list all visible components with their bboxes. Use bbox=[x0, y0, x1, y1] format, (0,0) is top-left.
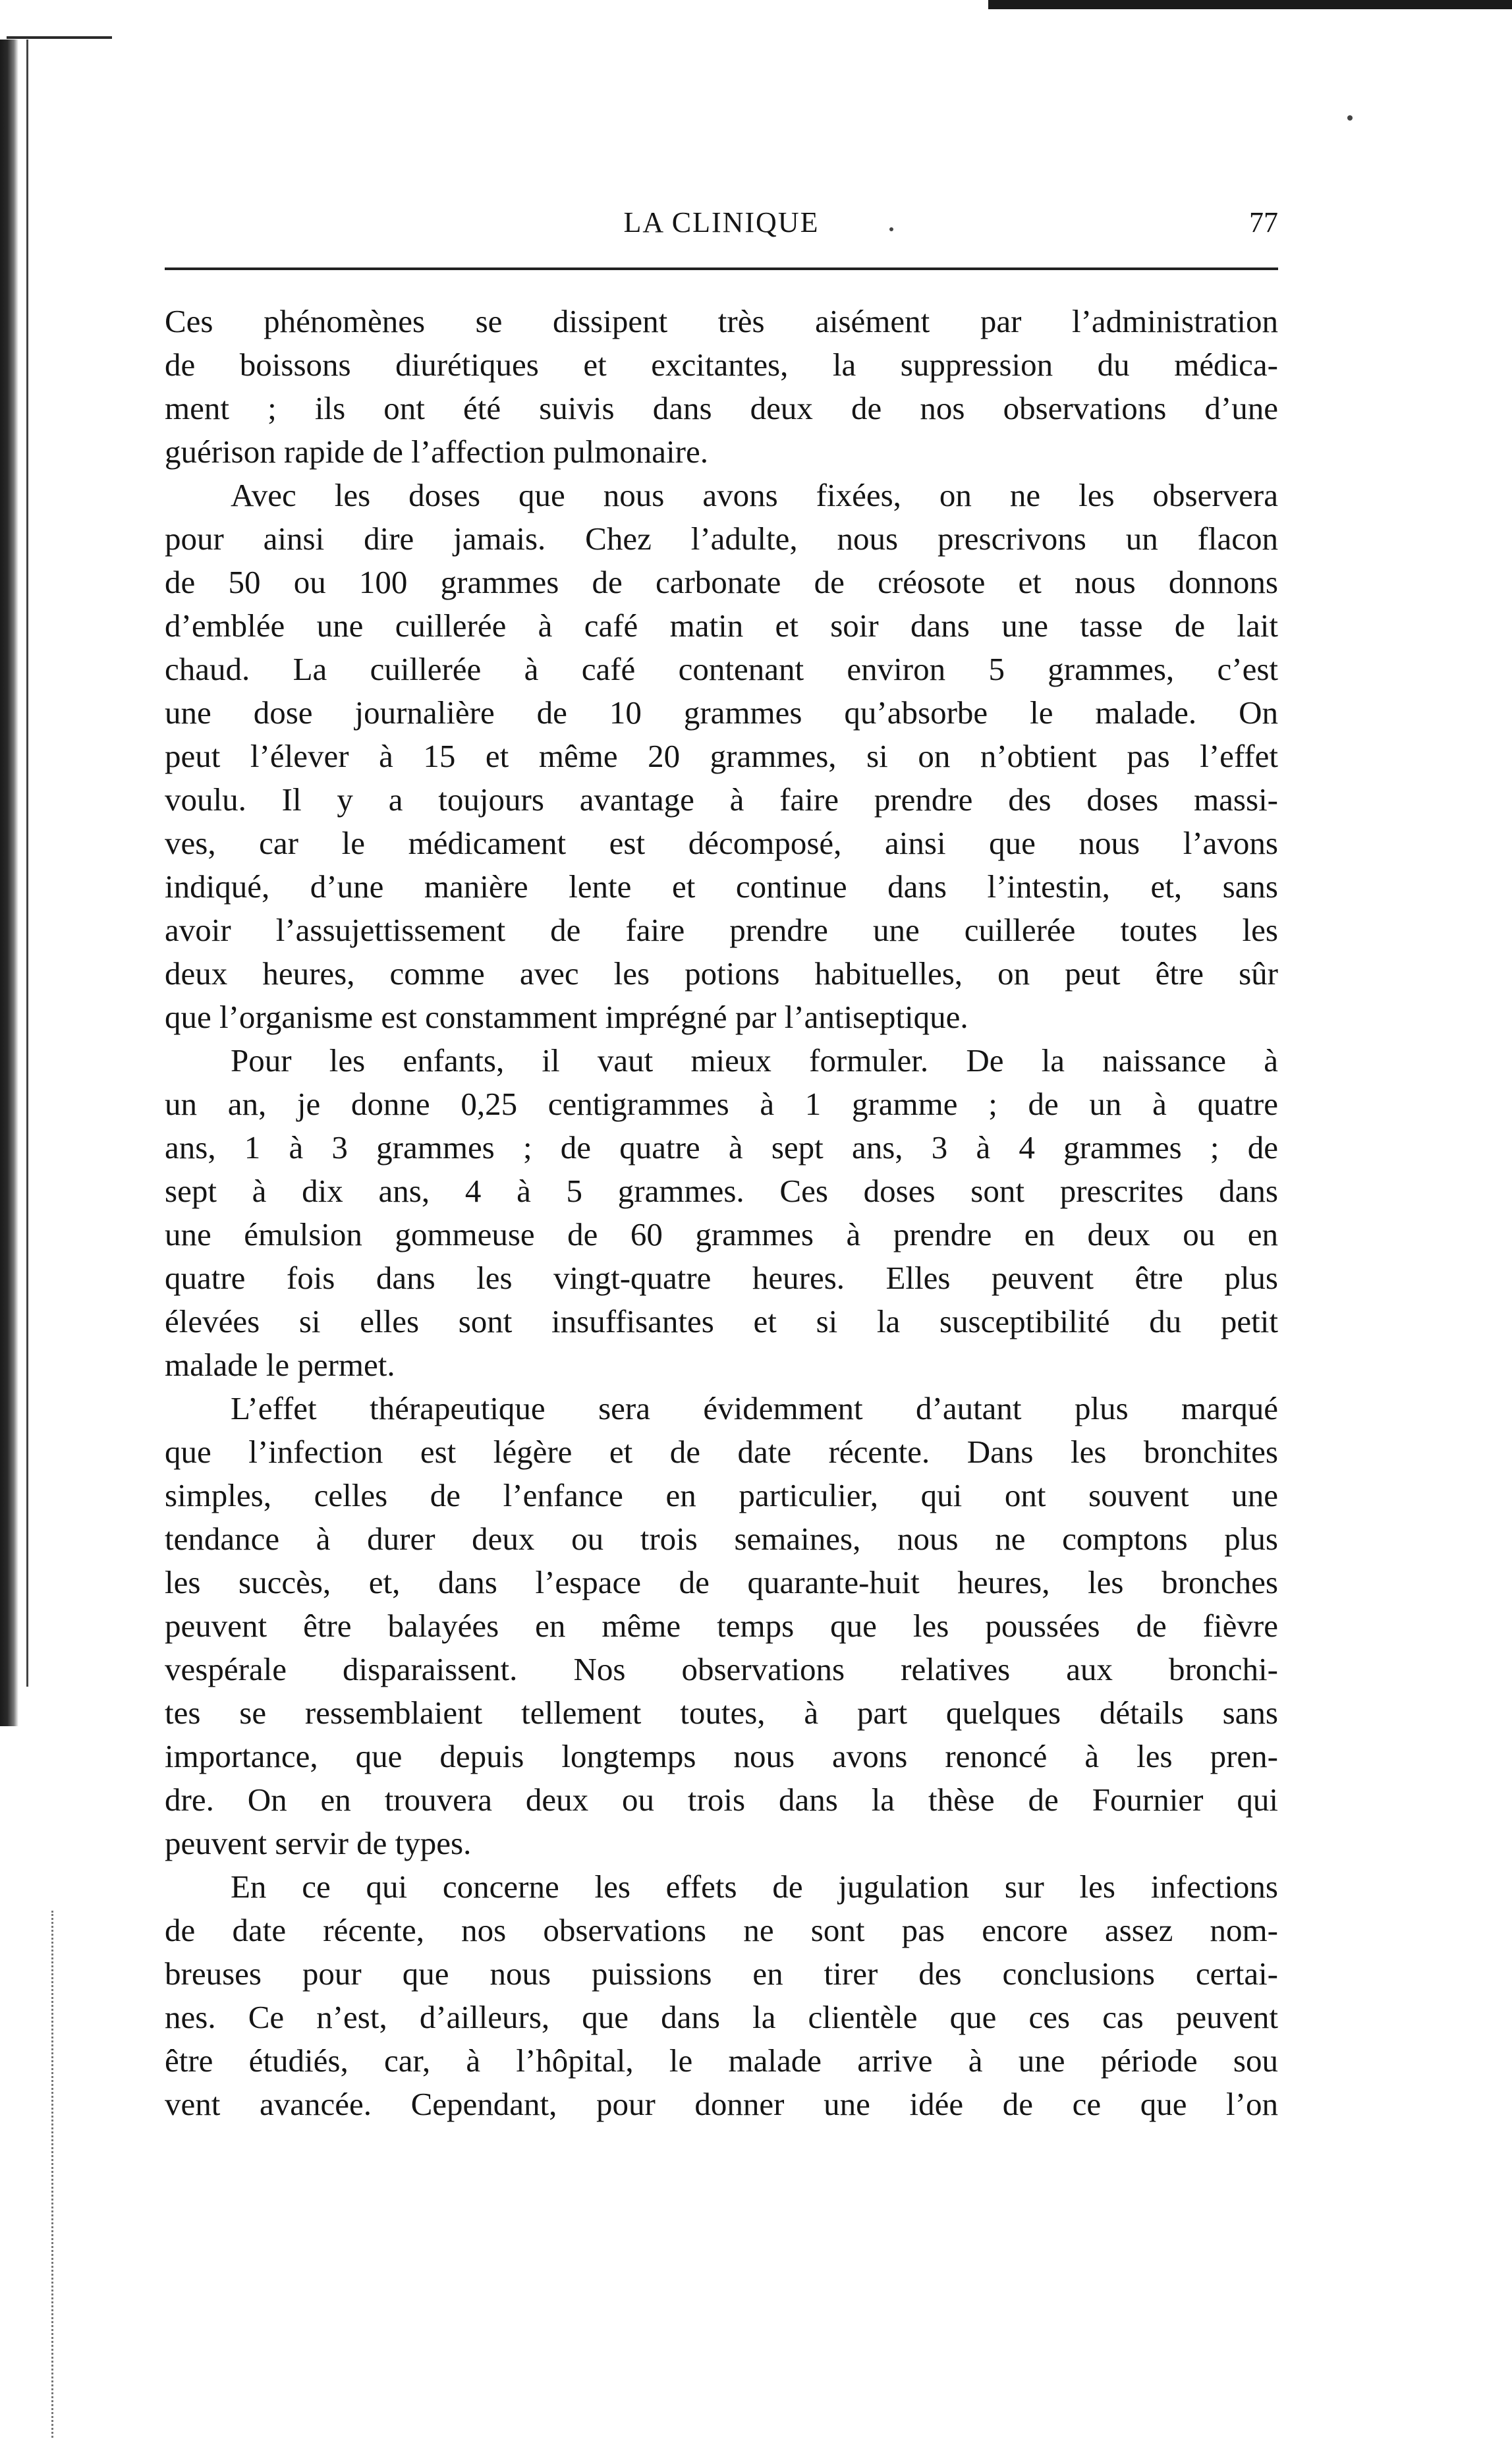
text-line: vent avancée. Cependant, pour donner une idée de ce que l’on bbox=[165, 2086, 1278, 2122]
running-title: LA CLINIQUE bbox=[623, 206, 820, 239]
text-line: que l’organisme est constamment imprégné par l’antiseptique. bbox=[165, 999, 968, 1035]
text-line: simples, celles de l’enfance en particulier, qui ont souvent une bbox=[165, 1477, 1278, 1513]
text-line: d’emblée une cuillerée à café matin et soir dans une tasse de lait bbox=[165, 607, 1278, 644]
text-line: Pour les enfants, il vaut mieux formuler. De la naissance à bbox=[231, 1042, 1278, 1079]
text-line: avoir l’assujettissement de faire prendre une cuillerée toutes les bbox=[165, 912, 1278, 948]
text-line: peut l’élever à 15 et même 20 grammes, si on n’obtient pas l’effet bbox=[165, 738, 1278, 774]
text-line: tes se ressemblaient tellement toutes, à part quelques détails sans bbox=[165, 1695, 1278, 1731]
scan-left-edge-shadow bbox=[0, 40, 18, 1726]
text-line: peuvent être balayées en même temps que les poussées de fièvre bbox=[165, 1608, 1278, 1644]
text-line: vespérale disparaissent. Nos observations relatives aux bronchi- bbox=[165, 1651, 1278, 1687]
text-line: ves, car le médicament est décomposé, ainsi que nous l’avons bbox=[165, 825, 1278, 861]
text-line: malade le permet. bbox=[165, 1347, 395, 1383]
text-line: Avec les doses que nous avons fixées, on ne les observera bbox=[231, 477, 1278, 513]
text-line: En ce qui concerne les effets de jugulation sur les infections bbox=[231, 1869, 1278, 1905]
text-line: Ces phénomènes se dissipent très aisément par l’administration bbox=[165, 303, 1278, 339]
page-number: 77 bbox=[1249, 206, 1278, 239]
text-line: L’effet thérapeutique sera évidemment d’autant plus marqué bbox=[231, 1390, 1278, 1426]
scan-top-corner-mark bbox=[7, 36, 112, 39]
text-line: voulu. Il y a toujours avantage à faire prendre des doses massi- bbox=[165, 781, 1278, 818]
body-text bbox=[165, 300, 1278, 2126]
text-line: guérison rapide de l’affection pulmonaire. bbox=[165, 434, 708, 470]
running-head bbox=[165, 203, 1278, 242]
text-line: de date récente, nos observations ne sont pas encore assez nom- bbox=[165, 1912, 1278, 1948]
scan-left-edge-line bbox=[26, 40, 28, 1687]
scan-top-edge bbox=[988, 0, 1512, 9]
header-rule bbox=[165, 267, 1278, 270]
text-line: de boissons diurétiques et excitantes, la suppression du médica- bbox=[165, 347, 1278, 383]
text-line: que l’infection est légère et de date récente. Dans les bronchites bbox=[165, 1434, 1278, 1470]
text-line: tendance à durer deux ou trois semaines, nous ne comptons plus bbox=[165, 1521, 1278, 1557]
text-line: dre. On en trouvera deux ou trois dans la thèse de Fournier qui bbox=[165, 1782, 1278, 1818]
text-line: être étudiés, car, à l’hôpital, le malade arrive à une période sou bbox=[165, 2042, 1278, 2079]
text-line: une dose journalière de 10 grammes qu’absorbe le malade. On bbox=[165, 694, 1278, 731]
scan-margin-dots bbox=[51, 1911, 53, 2438]
text-line: nes. Ce n’est, d’ailleurs, que dans la clientèle que ces cas peuvent bbox=[165, 1999, 1278, 2035]
text-line: deux heures, comme avec les potions habituelles, on peut être sûr bbox=[165, 955, 1278, 992]
text-line: quatre fois dans les vingt-quatre heures. Elles peuvent être plus bbox=[165, 1260, 1278, 1296]
text-line: indiqué, d’une manière lente et continue dans l’intestin, et, sans bbox=[165, 868, 1278, 905]
text-line: une émulsion gommeuse de 60 grammes à prendre en deux ou en bbox=[165, 1216, 1278, 1252]
text-line: ment ; ils ont été suivis dans deux de nos observations d’une bbox=[165, 390, 1278, 426]
text-line: ans, 1 à 3 grammes ; de quatre à sept ans, 3 à 4 grammes ; de bbox=[165, 1129, 1278, 1166]
text-line: peuvent servir de types. bbox=[165, 1825, 472, 1861]
text-line: les succès, et, dans l’espace de quarante-huit heures, les bronches bbox=[165, 1564, 1278, 1600]
text-line: élevées si elles sont insuffisantes et si la susceptibilité du petit bbox=[165, 1303, 1278, 1339]
text-line: importance, que depuis longtemps nous avons renoncé à les pren- bbox=[165, 1738, 1278, 1774]
text-line: breuses pour que nous puissions en tirer des conclusions certai- bbox=[165, 1955, 1278, 1992]
text-line: de 50 ou 100 grammes de carbonate de créosote et nous donnons bbox=[165, 564, 1278, 600]
text-line: sept à dix ans, 4 à 5 grammes. Ces doses sont prescrites dans bbox=[165, 1173, 1278, 1209]
scan-speck bbox=[1347, 115, 1353, 121]
text-line: chaud. La cuillerée à café contenant environ 5 grammes, c’est bbox=[165, 651, 1278, 687]
text-line: pour ainsi dire jamais. Chez l’adulte, nous prescrivons un flacon bbox=[165, 520, 1278, 557]
text-line: un an, je donne 0,25 centigrammes à 1 gramme ; de un à quatre bbox=[165, 1086, 1278, 1122]
